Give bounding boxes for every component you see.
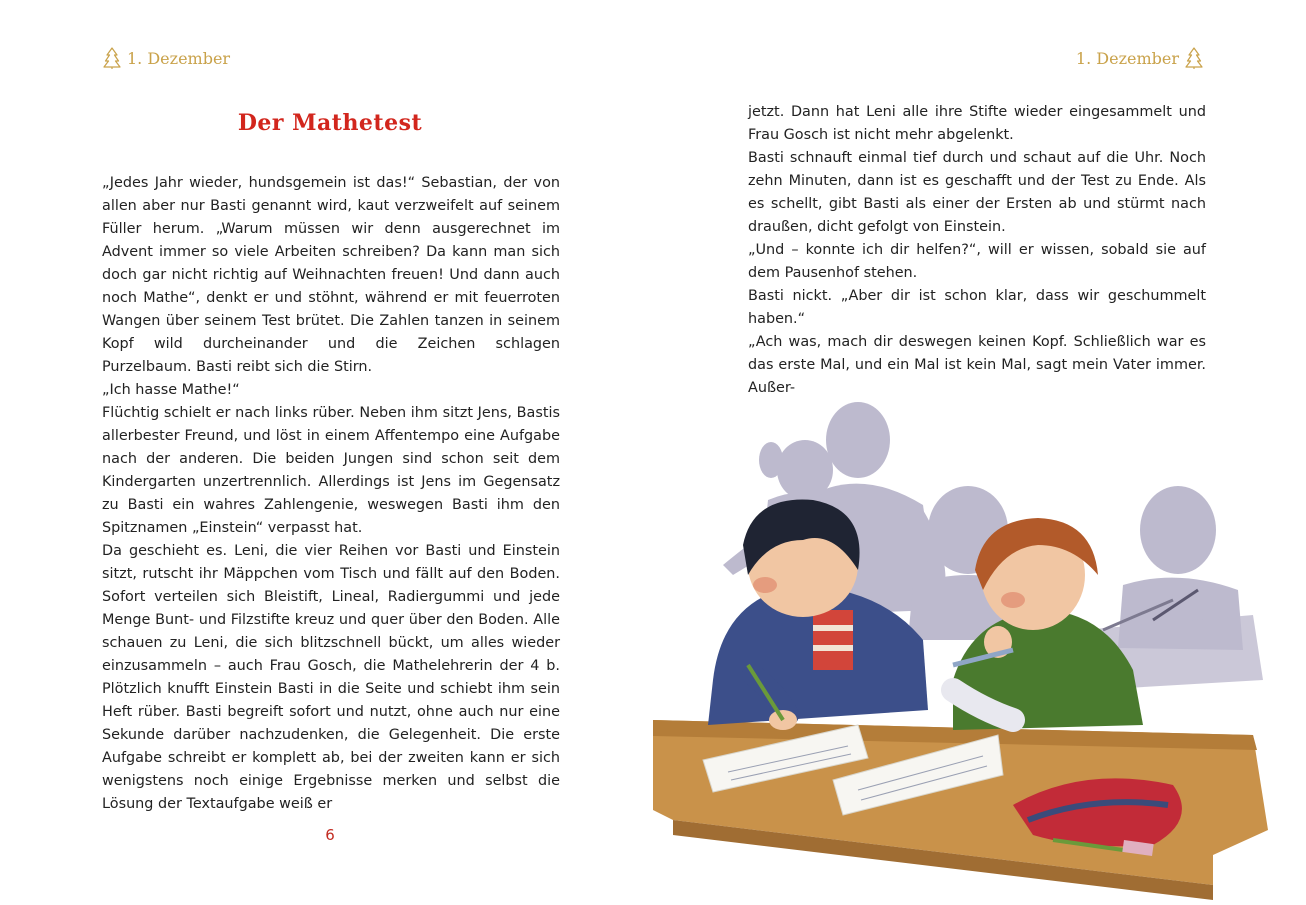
- paragraph: Flüchtig schielt er nach links rüber. Neben ihm sitzt Jens, Bastis allerbester Freund, und löst in einem Affentempo eine Aufgabe nach der anderen. Die beiden Jungen sind schon seit dem Kindergarten unzertrennlich. Allerdings ist Jens im Gegensatz zu Basti ein wahres Zahlengenie, weswegen Basti ihm den Spitznamen „Einstein“ verpasst hat.: [102, 405, 560, 536]
- right-page: [653, 0, 1306, 905]
- page-header-right: [1076, 47, 1203, 69]
- paragraph: jetzt. Dann hat Leni alle ihre Stifte wieder eingesammelt und Frau Gosch ist nicht mehr abgelenkt.: [748, 104, 1206, 143]
- classroom-illustration: [653, 380, 1293, 900]
- paragraph: „Ach was, mach dir deswegen keinen Kopf. Schließlich war es das erste Mal, und ein Mal ist kein Mal, sagt mein Vater immer. Außer-: [748, 334, 1206, 396]
- body-text-right: [748, 101, 1206, 400]
- header-date: 1. Dezember: [127, 48, 231, 68]
- paragraph: „Jedes Jahr wieder, hundsgemein ist das!“ Sebastian, der von allen aber nur Basti genannt wird, kaut verzweifelt auf seinem Füller herum. „Warum müssen wir denn ausgerechnet im Advent immer so viele Arbeiten schreiben? Da kann man sich doch gar nicht richtig auf Weihnachten freuen! Und dann auch noch Mathe“, denkt er und stöhnt, während er mit feuerroten Wangen über seinem Test brütet. Die Zahlen tanzen in seinem Kopf wild durcheinander und die Zeichen schlagen Purzelbaum. Basti reibt sich die Stirn.: [102, 175, 560, 375]
- christmas-tree-icon: [1185, 47, 1203, 69]
- body-text-left: [102, 172, 560, 816]
- header-date: 1. Dezember: [1075, 48, 1179, 68]
- page-number: 6: [325, 826, 335, 844]
- chapter-title: Der Mathetest: [237, 110, 423, 136]
- christmas-tree-icon: [103, 47, 121, 69]
- paragraph: „Ich hasse Mathe!“: [102, 382, 240, 398]
- paragraph: Basti schnauft einmal tief durch und schaut auf die Uhr. Noch zehn Minuten, dann ist es geschafft und der Test zu Ende. Als es schellt, gibt Basti als einer der Ersten ab und stürmt nach draußen, dicht gefolgt von Einstein.: [748, 150, 1206, 235]
- page-header-left: [103, 47, 230, 69]
- paragraph: Basti nickt. „Aber dir ist schon klar, dass wir geschummelt haben.“: [748, 288, 1206, 327]
- paragraph: „Und – konnte ich dir helfen?“, will er wissen, sobald sie auf dem Pausenhof stehen.: [748, 242, 1206, 281]
- paragraph: Da geschieht es. Leni, die vier Reihen vor Basti und Einstein sitzt, rutscht ihr Mäppchen vom Tisch und fällt auf den Boden. Sofort verteilen sich Bleistift, Lineal, Radiergummi und jede Menge Bunt- und Filzstifte kreuz und quer über den Boden. Alle schauen zu Leni, die sich blitzschnell bückt, um alles wieder einzusammeln – auch Frau Gosch, die Mathelehrerin der 4 b. Plötzlich knufft Einstein Basti in die Seite und schiebt ihm sein Heft rüber. Basti begreift sofort und nutzt, ohne auch nur eine Sekunde darüber nachzudenken, die Gelegenheit. Die erste Aufgabe schreibt er komplett ab, bei der zweiten kann er sich wenigstens noch einige Ergebnisse merken und selbst die Lösung der Textaufgabe weiß er: [102, 543, 560, 812]
